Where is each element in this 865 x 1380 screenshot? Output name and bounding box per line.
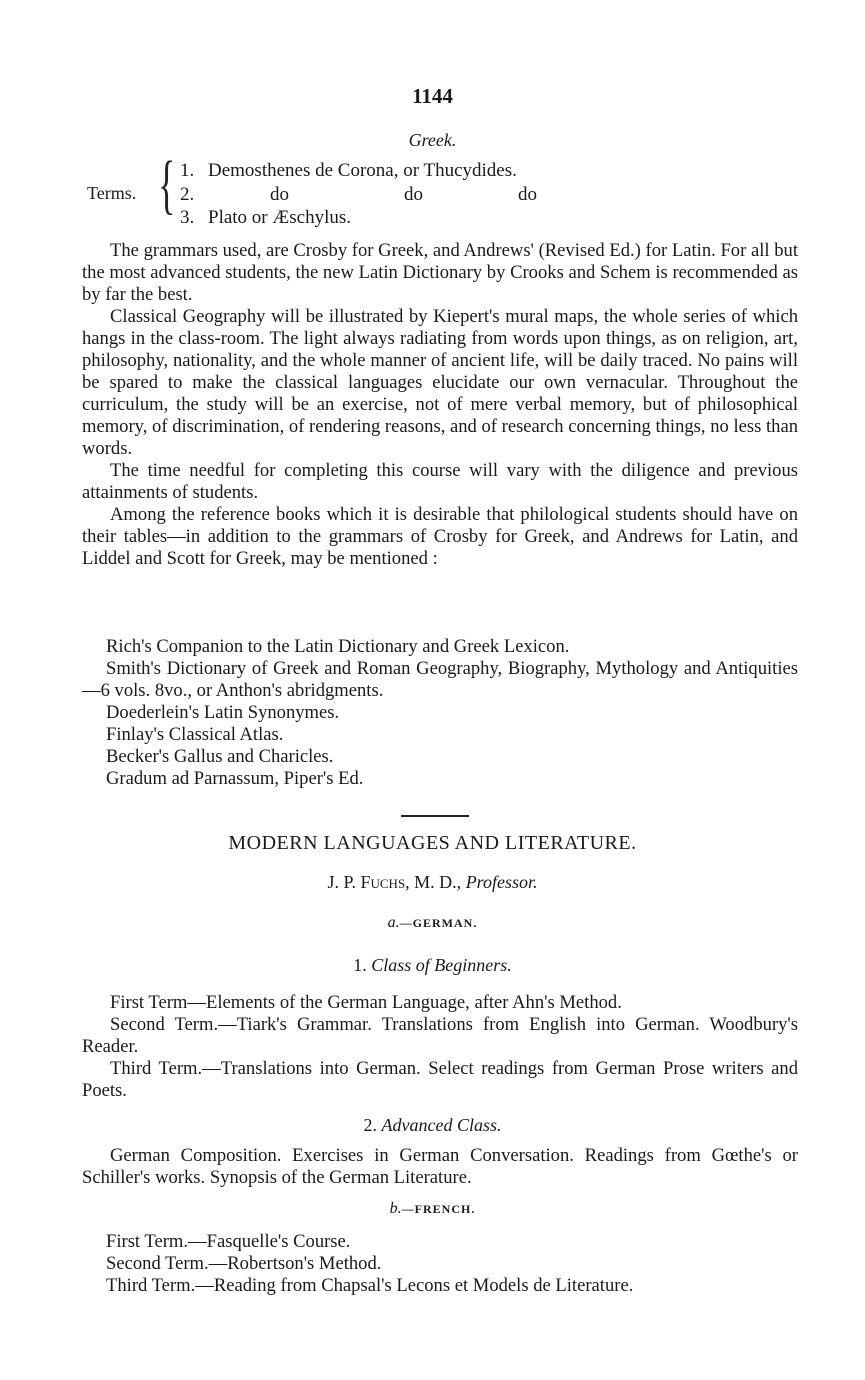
french-subheading xyxy=(0,1200,865,1218)
term-line: Third Term.—Translations into German. Select readings from German Prose writers and Poets. xyxy=(82,1058,798,1101)
list-item: Finlay's Classical Atlas. xyxy=(106,724,284,745)
paragraph: Among the reference books which it is desirable that philological students should have on their tables—in addition to the grammars of Crosby for Greek, and Andrews for Latin, and Liddel and Scott for Greek, may be mentioned : xyxy=(82,504,798,569)
paragraph: The grammars used, are Crosby for Greek, and Andrews' (Revised Ed.) for Latin. For all but the most advanced students, the new Latin Dictionary by Crooks and Schem is recommended as by far the best. xyxy=(82,240,798,305)
term-3-text: Plato or Æschylus. xyxy=(208,207,352,228)
list-item: Gradum ad Parnassum, Piper's Ed. xyxy=(106,768,364,789)
german-subheading xyxy=(0,914,865,932)
term-1-text: Demosthenes de Corona, or Thucydides. xyxy=(208,160,517,181)
paragraph: The time needful for completing this course will vary with the diligence and previous attainments of students. xyxy=(82,460,798,503)
list-item: Smith's Dictionary of Greek and Roman Geography, Biography, Mythology and Antiquities—6 vols. 8vo., or Anthon's abridgments. xyxy=(82,658,798,701)
list-item: Becker's Gallus and Charicles. xyxy=(106,746,334,767)
german-advanced-text xyxy=(82,1145,798,1189)
greek-heading: Greek. xyxy=(408,130,457,150)
paragraph: Classical Geography will be illustrated by Kiepert's mural maps, the whole series of which hangs in the class-room. The light always radiating from words upon things, as on religion, art, philosophy, nationality, and the whole manner of ancient life, will be daily traced. No pains will be spared to make the classical languages elucidate our own vernacular. Throughout the curriculum, the study will be an exercise, not of mere verbal memory, but of philosophical memory, of discrimination, of rendering reasons, and of research concerning things, no less than words. xyxy=(82,306,798,459)
class-title: Advanced Class. xyxy=(381,1115,502,1135)
list-item: Rich's Companion to the Latin Dictionary and Greek Lexicon. xyxy=(106,636,570,657)
term-1-number: 1. xyxy=(180,160,195,181)
body-text xyxy=(82,240,798,570)
term-line: Second Term.—Tiark's Grammar. Translations from English into German. Woodbury's Reader. xyxy=(82,1014,798,1057)
term-2-ditto-3: do xyxy=(518,184,537,205)
professor-name: J. P. Fuchs, M. D., xyxy=(327,872,462,892)
french-terms-list xyxy=(82,1231,798,1297)
list-item: First Term.—Fasquelle's Course. xyxy=(106,1231,351,1252)
term-2-ditto-1: do xyxy=(270,184,289,205)
list-item: Third Term.—Reading from Chapsal's Lecons et Models de Literature. xyxy=(106,1275,634,1296)
modern-languages-heading: MODERN LANGUAGES AND LITERATURE. xyxy=(228,832,637,854)
french-label: —FRENCH. xyxy=(401,1202,476,1216)
section-divider xyxy=(401,815,469,817)
german-beginners-terms xyxy=(82,992,798,1102)
term-2-number: 2. xyxy=(180,184,195,205)
class-title: Class of Beginners. xyxy=(371,955,512,975)
french-prefix: b. xyxy=(389,1200,402,1217)
german-label: —GERMAN. xyxy=(399,916,478,930)
paragraph: German Composition. Exercises in German Conversation. Readings from Gœthe's or Schiller's works. Synopsis of the German Literature. xyxy=(82,1145,798,1188)
class-beginners-heading xyxy=(0,955,865,976)
list-item: Doederlein's Latin Synonymes. xyxy=(106,702,340,723)
reference-books-list xyxy=(82,636,798,790)
term-2-ditto-2: do xyxy=(404,184,423,205)
term-3-number: 3. xyxy=(180,207,195,228)
list-item: Second Term.—Robertson's Method. xyxy=(106,1253,382,1274)
curly-brace-icon: { xyxy=(158,148,176,221)
class-number: 2. xyxy=(363,1115,377,1135)
page-number: 1144 xyxy=(412,84,453,108)
german-prefix: a. xyxy=(387,914,400,931)
professor-title: Professor. xyxy=(465,872,538,892)
class-number: 1. xyxy=(353,955,367,975)
professor-line xyxy=(0,872,865,893)
term-line: First Term—Elements of the German Language, after Ahn's Method. xyxy=(110,992,622,1013)
terms-label: Terms. xyxy=(87,183,137,203)
class-advanced-heading xyxy=(0,1115,865,1136)
